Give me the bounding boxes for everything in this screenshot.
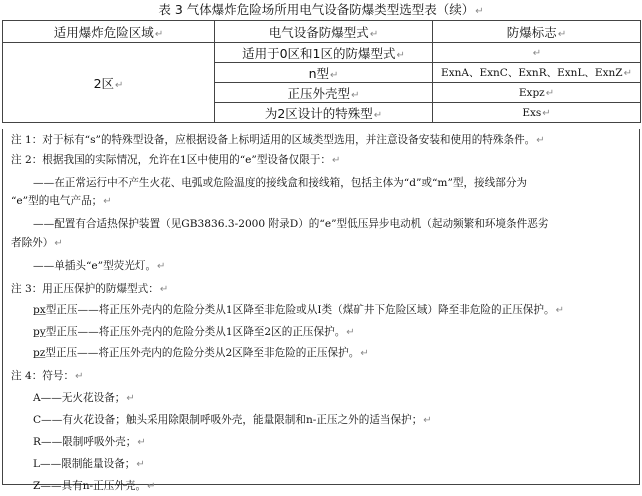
paragraph-mark-icon: ↵ xyxy=(475,6,484,17)
paragraph-mark-icon: ↵ xyxy=(103,196,112,207)
paragraph-mark-icon: ↵ xyxy=(373,109,383,121)
type-cell: n型↵ xyxy=(215,63,433,83)
paragraph-mark-icon: ↵ xyxy=(54,238,63,249)
paragraph-mark-icon: ↵ xyxy=(159,284,169,295)
note-4-l: L——限制能量设备；↵ xyxy=(33,458,145,470)
mark-cell: Exs↵ xyxy=(433,103,641,123)
paragraph-mark-icon: ↵ xyxy=(75,371,84,382)
paragraph-mark-icon: ↵ xyxy=(542,107,551,119)
paragraph-mark-icon: ↵ xyxy=(536,135,545,146)
note-2-item-b: ——配置有合适热保护装置（见GB3836.3-2000 附录D）的“e”型低压异步电动机（起动频繁和环境条件恶劣 xyxy=(33,218,549,230)
note-4-c: C——有火花设备；触头采用除限制呼吸外壳，能量限制和n-正压之外的适当保护；↵ xyxy=(33,414,432,426)
mark-cell xyxy=(433,43,641,63)
paragraph-mark-icon: ↵ xyxy=(147,481,156,492)
paragraph-mark-icon: ↵ xyxy=(396,49,405,61)
paragraph-mark-icon: ↵ xyxy=(369,28,379,40)
table-caption xyxy=(0,0,642,22)
note-3-pz: pz型正压——将正压外壳内的危险分类从2区降至非危险的正压保护。↵ xyxy=(33,347,369,359)
note-3-px: px型正压——将正压外壳内的危险分类从1区降至非危险或从I类（煤矿井下危险区域）降至非危险的正压保护。↵ xyxy=(33,304,564,316)
note-3: 注 3：用正压保护的防爆型式：↵ xyxy=(11,283,169,295)
explosion-proof-selection-table xyxy=(2,20,641,123)
paragraph-mark-icon: ↵ xyxy=(331,155,341,166)
mark-cell: ExnA、ExnC、ExnR、ExnL、ExnZ↵ xyxy=(433,63,641,83)
note-2-item-a: ——在正常运行中不产生火花、电弧或危险温度的接线盒和接线箱，包括主体为“d”或“m”型，接线部分为 xyxy=(33,177,528,189)
table-header-row xyxy=(3,21,641,43)
paragraph-mark-icon: ↵ xyxy=(136,459,145,470)
note-2-item-b-cont: 者除外）↵ xyxy=(11,237,63,249)
note-3-py: py型正压——将正压外壳内的危险分类从1区降至2区的正压保护。↵ xyxy=(33,326,355,338)
note-1: 注 1：对于标有“s”的特殊型设备，应根据设备上标明适用的区域类型选用，并注意设备安装和使用的特殊条件。↵ xyxy=(11,134,545,146)
paragraph-mark-icon: ↵ xyxy=(532,47,542,59)
note-4-r: R——限制呼吸外壳；↵ xyxy=(33,436,146,448)
mark-cell: Expz↵ xyxy=(433,83,641,103)
note-2: 注 2：根据我国的实际情况，允许在1区中使用的“e”型设备仅限于：↵ xyxy=(11,154,341,166)
note-2-item-c: ——单插头“e”型荧光灯。↵ xyxy=(33,260,166,272)
paragraph-mark-icon: ↵ xyxy=(423,415,432,426)
paragraph-mark-icon: ↵ xyxy=(115,79,124,91)
note-4-z: Z——具有n-正压外壳。↵ xyxy=(33,480,156,492)
paragraph-mark-icon: ↵ xyxy=(346,327,355,338)
header-mark: 防爆标志↵ xyxy=(433,21,641,43)
note-4-a: A——无火花设备；↵ xyxy=(33,392,135,404)
type-cell: 为2区设计的特殊型↵ xyxy=(215,103,433,123)
paragraph-mark-icon: ↵ xyxy=(555,305,564,316)
paragraph-mark-icon: ↵ xyxy=(623,68,632,79)
caption-text: 表 3 气体爆炸危险场所用电气设备防爆类型选型表（续） xyxy=(158,2,475,17)
zone-cell: 2区↵ xyxy=(3,43,215,123)
paragraph-mark-icon: ↵ xyxy=(137,437,146,448)
paragraph-mark-icon: ↵ xyxy=(157,261,166,272)
paragraph-mark-icon: ↵ xyxy=(330,69,339,81)
type-cell: 正压外壳型↵ xyxy=(215,83,433,103)
paragraph-mark-icon: ↵ xyxy=(360,348,369,359)
notes-cell xyxy=(2,129,640,492)
paragraph-mark-icon: ↵ xyxy=(351,89,360,101)
note-2-item-a-cont: “e”型的电气产品；↵ xyxy=(11,195,112,207)
paragraph-mark-icon: ↵ xyxy=(154,28,164,40)
header-type: 电气设备防爆型式↵ xyxy=(215,21,433,43)
note-4: 注 4：符号：↵ xyxy=(11,370,84,382)
paragraph-mark-icon: ↵ xyxy=(545,87,555,99)
paragraph-mark-icon: ↵ xyxy=(557,28,567,40)
type-cell: 适用于0区和1区的防爆型式↵ xyxy=(215,43,433,63)
table-row xyxy=(3,43,641,63)
paragraph-mark-icon: ↵ xyxy=(126,393,135,404)
header-zone: 适用爆炸危险区域↵ xyxy=(3,21,215,43)
